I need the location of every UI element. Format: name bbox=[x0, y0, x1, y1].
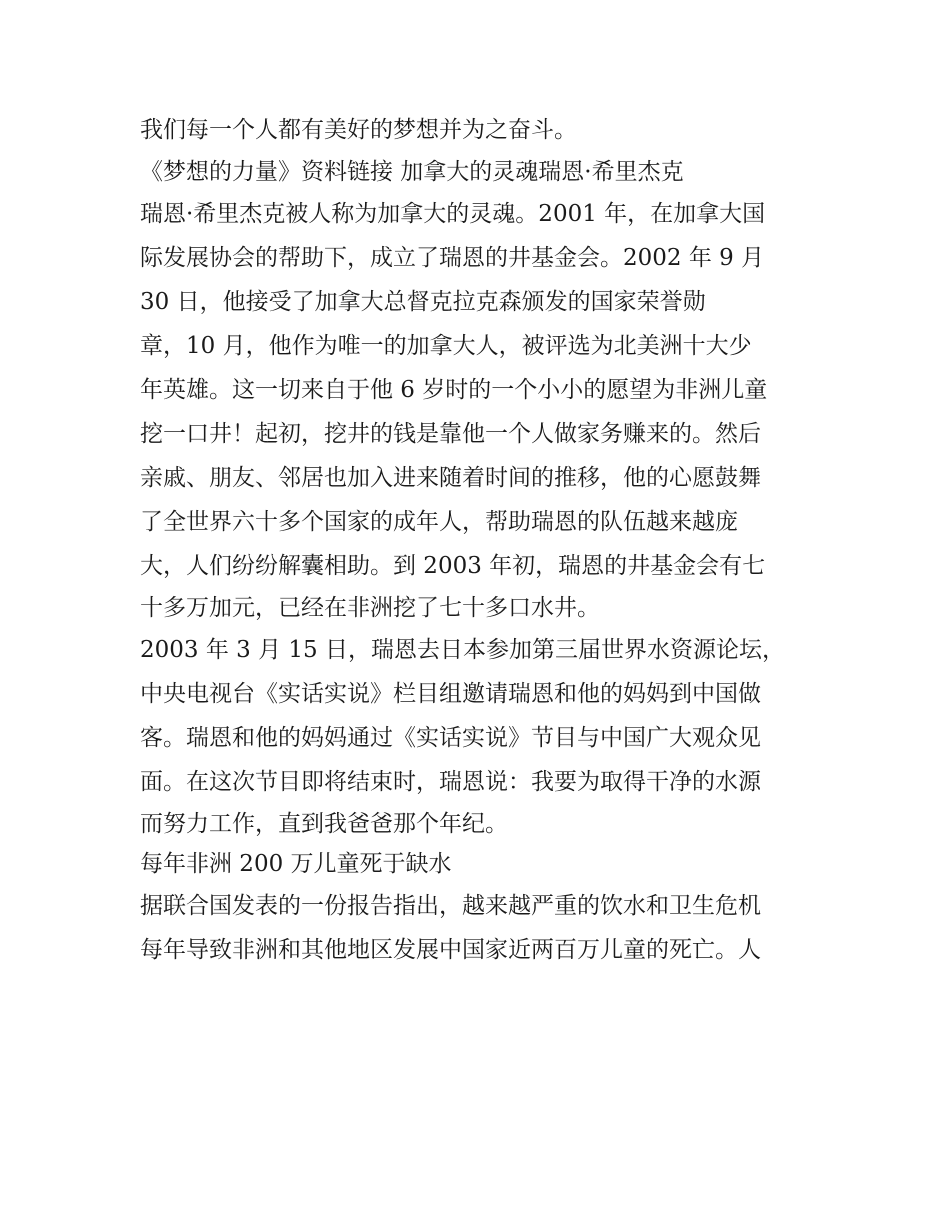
text-line: 章，10 月，他作为唯一的加拿大人，被评选为北美洲十大少 bbox=[140, 333, 752, 359]
text-line: 年英雄。这一切来自于他 6 岁时的一个小小的愿望为非洲儿童 bbox=[140, 377, 768, 403]
text-line: 亲戚、朋友、邻居也加入进来随着时间的推移，他的心愿鼓舞 bbox=[140, 465, 761, 491]
text-line: 了全世界六十多个国家的成年人，帮助瑞恩的队伍越来越庞 bbox=[140, 509, 738, 535]
text-line: 际发展协会的帮助下，成立了瑞恩的井基金会。2002 年 9 月 bbox=[140, 245, 765, 271]
text-line: 挖一口井！起初，挖井的钱是靠他一个人做家务赚来的。然后 bbox=[140, 421, 761, 447]
text-line: 瑞恩·希里杰克被人称为加拿大的灵魂。2001 年，在加拿大国 bbox=[140, 201, 766, 227]
text-line: 中央电视台《实话实说》栏目组邀请瑞恩和他的妈妈到中国做 bbox=[140, 681, 761, 707]
text-line: 每年导致非洲和其他地区发展中国家近两百万儿童的死亡。人 bbox=[140, 937, 761, 963]
text-line: 30 日，他接受了加拿大总督克拉克森颁发的国家荣誉勋 bbox=[140, 289, 706, 315]
text-line: 而努力工作，直到我爸爸那个年纪。 bbox=[140, 811, 508, 837]
text-line: 《梦想的力量》资料链接 加拿大的灵魂瑞恩·希里杰克 bbox=[140, 159, 684, 185]
text-line: 我们每一个人都有美好的梦想并为之奋斗。 bbox=[140, 117, 577, 143]
text-line: 客。瑞恩和他的妈妈通过《实话实说》节目与中国广大观众见 bbox=[140, 725, 761, 751]
text-line: 十多万加元，已经在非洲挖了七十多口水井。 bbox=[140, 595, 600, 621]
text-line: 2003 年 3 月 15 日，瑞恩去日本参加第三届世界水资源论坛， bbox=[140, 637, 785, 663]
text-line: 大，人们纷纷解囊相助。到 2003 年初，瑞恩的井基金会有七 bbox=[140, 553, 766, 579]
text-line: 面。在这次节目即将结束时，瑞恩说：我要为取得干净的水源 bbox=[140, 769, 761, 795]
document-body bbox=[140, 108, 820, 972]
text-line: 每年非洲 200 万儿童死于缺水 bbox=[140, 851, 452, 877]
text-line: 据联合国发表的一份报告指出，越来越严重的饮水和卫生危机 bbox=[140, 893, 761, 919]
